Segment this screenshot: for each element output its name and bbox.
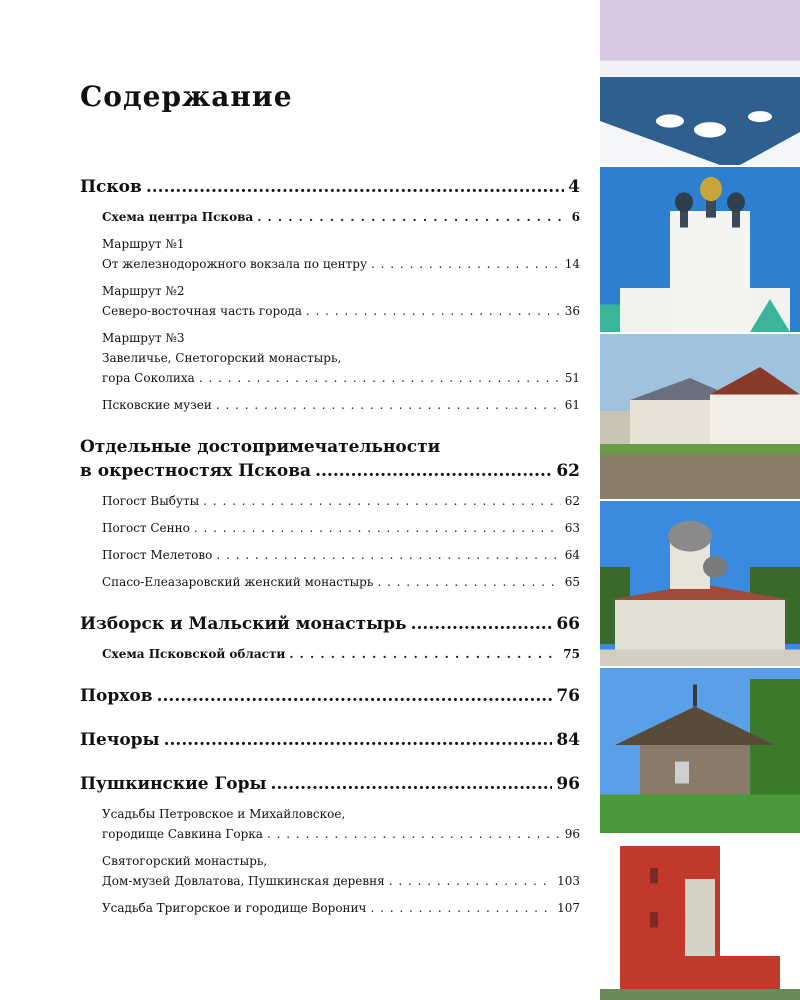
- subsection-item[interactable]: [102, 491, 580, 511]
- subsection-text: Северо-восточная часть города: [102, 304, 302, 318]
- subsection-line: [102, 518, 580, 538]
- dot-leader: [216, 395, 561, 415]
- subsection-text: Святогорский монастырь,: [102, 854, 268, 868]
- subsection-line: [102, 644, 580, 664]
- dot-leader: [257, 207, 567, 227]
- page-number: 61: [564, 398, 580, 412]
- heading-text: Изборск и Мальский монастырь: [80, 614, 407, 634]
- subsection-text: Погост Выбуты: [102, 494, 200, 508]
- page-number: 6: [571, 210, 580, 224]
- page-number: 76: [556, 686, 580, 706]
- page-number: 63: [564, 521, 580, 535]
- heading-line: [80, 612, 580, 636]
- dot-leader: [157, 684, 553, 708]
- page-number: 96: [556, 774, 580, 794]
- dot-leader: [377, 572, 560, 592]
- heading-text: Псков: [80, 177, 142, 197]
- subsection-text: Погост Сенно: [102, 521, 190, 535]
- subsection-text: Схема Псковской области: [102, 647, 286, 661]
- subsection-list: [80, 804, 580, 918]
- subsection-line: [102, 572, 580, 592]
- toc-section: [80, 684, 580, 708]
- subsection-item[interactable]: [102, 207, 580, 227]
- old-houses-photo: [600, 334, 800, 499]
- dot-leader: [203, 491, 561, 511]
- subsection-line: [102, 491, 580, 511]
- subsection-line: [102, 824, 580, 844]
- dot-leader: [371, 254, 561, 274]
- section-heading[interactable]: [80, 612, 580, 636]
- subsection-text: Маршрут №3: [102, 331, 185, 345]
- heading-text: Порхов: [80, 686, 153, 706]
- toc-section: [80, 435, 580, 592]
- page-number: 103: [557, 874, 580, 888]
- subsection-item[interactable]: [102, 281, 580, 321]
- heading-text: в окрестностях Пскова: [80, 461, 312, 481]
- dot-leader: [271, 772, 553, 796]
- subsection-text: Схема центра Пскова: [102, 210, 254, 224]
- dot-leader: [216, 545, 560, 565]
- subsection-text: Спасо-Елеазаровский женский монастырь: [102, 575, 374, 589]
- subsection-text: Маршрут №2: [102, 284, 185, 298]
- heading-line: [80, 175, 580, 199]
- section-heading[interactable]: [80, 684, 580, 708]
- page-number: 75: [563, 647, 580, 661]
- table-of-contents: [80, 175, 580, 938]
- dot-leader: [289, 644, 559, 664]
- page-number: 65: [564, 575, 580, 589]
- subsection-item[interactable]: [102, 518, 580, 538]
- dot-leader: [306, 301, 561, 321]
- page-number: 84: [556, 730, 580, 750]
- subsection-text: Дом-музей Довлатова, Пушкинская деревня: [102, 874, 385, 888]
- subsection-list: [80, 491, 580, 592]
- section-heading[interactable]: [80, 728, 580, 752]
- toc-section: [80, 772, 580, 918]
- dot-leader: [164, 728, 553, 752]
- subsection-item[interactable]: [102, 545, 580, 565]
- subsection-line: [102, 328, 580, 348]
- toc-section: [80, 612, 580, 664]
- toc-section: [80, 728, 580, 752]
- subsection-text: Псковские музеи: [102, 398, 212, 412]
- photo-strip: [600, 0, 800, 1000]
- subsection-item[interactable]: [102, 644, 580, 664]
- subsection-item[interactable]: [102, 328, 580, 388]
- subsection-list: [80, 644, 580, 664]
- page-number: 4: [568, 177, 580, 197]
- page-number: 64: [564, 548, 580, 562]
- heading-text: Пушкинские Горы: [80, 774, 267, 794]
- heading-line: [80, 772, 580, 796]
- dot-leader: [370, 898, 553, 918]
- dot-leader: [411, 612, 553, 636]
- stone-church-photo: [600, 501, 800, 666]
- heading-line: [80, 684, 580, 708]
- page-number: 62: [556, 461, 580, 481]
- section-heading[interactable]: [80, 175, 580, 199]
- subsection-item[interactable]: [102, 234, 580, 274]
- subsection-line: [102, 804, 580, 824]
- winter-swans-photo: [600, 0, 800, 165]
- section-heading[interactable]: [80, 435, 580, 483]
- subsection-line: [102, 254, 580, 274]
- subsection-item[interactable]: [102, 898, 580, 918]
- page-number: 51: [564, 371, 580, 385]
- heading-line: [80, 728, 580, 752]
- heading-line: [80, 435, 580, 459]
- dot-leader: [267, 824, 561, 844]
- subsection-text: городище Савкина Горка: [102, 827, 263, 841]
- subsection-item[interactable]: [102, 804, 580, 844]
- subsection-list: [80, 207, 580, 415]
- dot-leader: [199, 368, 561, 388]
- subsection-text: Завеличье, Снетогорский монастырь,: [102, 351, 342, 365]
- subsection-text: Усадьбы Петровское и Михайловское,: [102, 807, 346, 821]
- subsection-text: Усадьба Тригорское и городище Воронич: [102, 901, 367, 915]
- page-number: 107: [557, 901, 580, 915]
- page-number: 96: [564, 827, 580, 841]
- white-cathedral-photo: [600, 167, 800, 332]
- page-number: 36: [564, 304, 580, 318]
- subsection-line: [102, 851, 580, 871]
- subsection-item[interactable]: [102, 395, 580, 415]
- subsection-line: [102, 395, 580, 415]
- subsection-line: [102, 871, 580, 891]
- subsection-text: От железнодорожного вокзала по центру: [102, 257, 368, 271]
- dot-leader: [389, 871, 553, 891]
- subsection-line: [102, 545, 580, 565]
- subsection-item[interactable]: [102, 572, 580, 592]
- heading-text: Печоры: [80, 730, 160, 750]
- subsection-line: [102, 234, 580, 254]
- page-number: 66: [556, 614, 580, 634]
- heading-line: [80, 459, 580, 483]
- subsection-line: [102, 368, 580, 388]
- subsection-text: Погост Мелетово: [102, 548, 213, 562]
- wooden-chapel-photo: [600, 668, 800, 833]
- subsection-line: [102, 281, 580, 301]
- subsection-item[interactable]: [102, 851, 580, 891]
- subsection-line: [102, 207, 580, 227]
- subsection-line: [102, 301, 580, 321]
- brick-tower-photo: [600, 835, 800, 1000]
- toc-section: [80, 175, 580, 415]
- dot-leader: [146, 175, 564, 199]
- subsection-line: [102, 348, 580, 368]
- subsection-text: Маршрут №1: [102, 237, 185, 251]
- section-heading[interactable]: [80, 772, 580, 796]
- page-number: 62: [564, 494, 580, 508]
- page-title: Содержание: [80, 80, 293, 113]
- page-number: 14: [564, 257, 580, 271]
- heading-text: Отдельные достопримечательности: [80, 437, 441, 457]
- dot-leader: [194, 518, 561, 538]
- dot-leader: [315, 459, 552, 483]
- subsection-text: гора Соколиха: [102, 371, 195, 385]
- subsection-line: [102, 898, 580, 918]
